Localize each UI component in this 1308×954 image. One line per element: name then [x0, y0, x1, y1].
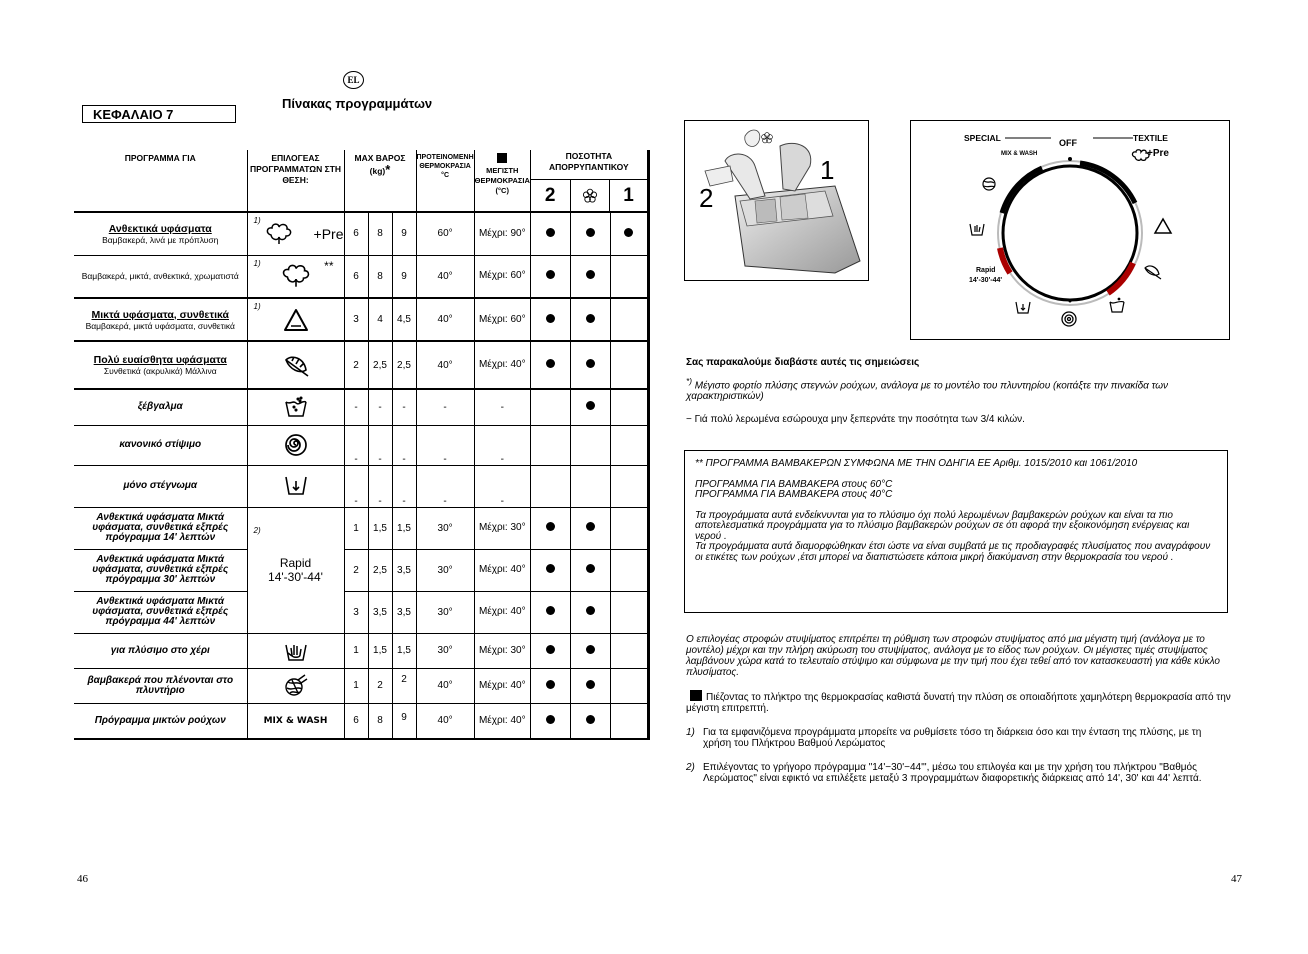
detergent-drawer-illustration — [685, 121, 868, 280]
dot-icon — [586, 606, 595, 615]
dial-mix-wash-label: MIX & WASH — [1001, 151, 1038, 157]
table-row: βαμβακερά που πλένονται στο πλυντήριο 1 2 2 40° Μέχρι: 40° — [74, 668, 648, 703]
chapter-label: ΚΕΦΑΛΑΙΟ 7 — [82, 105, 236, 123]
dial-synthetic-icon — [1155, 219, 1171, 233]
dot-icon — [546, 645, 555, 654]
dot-icon — [586, 314, 595, 323]
dot-icon — [546, 314, 555, 323]
note-max-load: *) Μέγιστο φορτίο πλύσης στεγνών ρούχων, ανάλογα με το μοντέλο του πλυντηρίου (κοιτάξτε την πινακίδα των χαρακτηριστικών) — [686, 376, 1169, 403]
spin-note: Ο επιλογέας στροφών στυψίματος επιτρέπει τη ρύθμιση των στροφών στυψίματος από μια μέγιστη τιμή (ανάλογα με το μοντέλο) μέχρι και την πλήρη ακύρωση του στυψίματος, ανάλογα με το είδος των ρούχων. Οι μέγιστες τιμές στυψίματος λαμβάνουν χώρα κατά το τελευταίο στύψιμο και σύμφωνα με την τιμή που έχει τεθεί από τον κατασκευαστή για κάθε κύκλο πλυσίματος. — [686, 634, 1220, 678]
dial-textile-label: TEXTILE — [1133, 133, 1168, 143]
table-row: κανονικό στίψιμο - - - - - — [74, 425, 648, 465]
synthetic-triangle-icon — [283, 308, 309, 332]
dot-icon — [546, 715, 555, 724]
dot-icon — [546, 680, 555, 689]
dot-icon — [586, 680, 595, 689]
dot-icon — [546, 564, 555, 573]
dial-hand-wash-icon — [970, 224, 984, 235]
dot-icon — [586, 401, 595, 410]
notes-title: Σας παρακαλούμε διαβάστε αυτές τις σημειώσεις — [686, 357, 920, 368]
dot-icon — [546, 270, 555, 279]
table-row: Πρόγραμμα μικτών ρούχων MIX & WASH 6 8 9 40° Μέχρι: 40° — [74, 703, 648, 739]
temp-button-square-icon — [690, 690, 702, 701]
dot-icon — [586, 645, 595, 654]
wool-ball-icon — [283, 673, 309, 699]
table-row: Πολύ ευαίσθητα υφάσματα Συνθετικά (ακρυλικά) Μάλλινα 2 2,5 2,5 40° Μέχρι: 40° — [74, 341, 648, 389]
detergent-drawer-figure — [684, 120, 869, 281]
table-row: Ανθεκτικά υφάσματα Μικτά υφάσματα, συνθετικά εξπρές πρόγραμμα 14' λεπτών 2) Rapid 14'-30'-44' 1 1,5 1,5 30° Μέχρι: 30° — [74, 507, 648, 549]
spin-spiral-icon — [284, 433, 308, 457]
dial-drain-icon — [1016, 302, 1030, 313]
dial-off-label: OFF — [1059, 138, 1077, 148]
dial-rinse-icon — [1110, 298, 1124, 312]
table-row: Ανθεκτικά υφάσματα Μικτά υφάσματα, συνθετικά εξπρές πρόγραμμα 44' λεπτών 3 3,5 3,5 30° Μέχρι: 40° — [74, 591, 648, 633]
hand-wash-icon — [284, 639, 308, 663]
rapid-label: Rapid — [279, 556, 312, 570]
footnote-2: 2) Επιλέγοντας το γρήγορο πρόγραμμα "14'−30'−44'", μέσω του επιλογέα και με την χρήση του πλήκτρου "Βαθμός Λερώματος" είναι εφικτό να επιλέξετε μεταξύ 3 προγραμμάτων διαφορετικής διάρκειας από 14', 30' και 44' λεπτά. — [686, 762, 1202, 784]
dial-wool-icon — [983, 178, 995, 190]
dial-pre-label: +Pre — [1147, 148, 1169, 159]
dot-icon — [586, 564, 595, 573]
table-row: για πλύσιμο στο χέρι 1 1,5 1,5 30° Μέχρι: 30° — [74, 633, 648, 668]
delicate-feather-icon — [282, 352, 310, 378]
softener-flower-icon — [571, 180, 611, 211]
header-selector: ΕΠΙΛΟΓΕΑΣ ΠΡΟΓΡΑΜΜΑΤΩΝ ΣΤΗ ΘΕΣΗ: — [247, 150, 344, 212]
header-program: ΠΡΟΓΡΑΜΜΑ ΓΙΑ — [124, 153, 196, 163]
program-table — [74, 150, 650, 740]
header-max-temp: ΜΕΓΙΣΤΗ ΘΕΡΜΟΚΡΑΣΙΑ (°C) — [474, 150, 530, 212]
cotton-icon — [281, 264, 311, 288]
table-row: Ανθεκτικά υφάσματα Μικτά υφάσματα, συνθετικά εξπρές πρόγραμμα 30' λεπτών 2 2,5 3,5 30° Μέχρι: 40° — [74, 549, 648, 591]
cotton-icon — [265, 223, 293, 245]
table-row: Μικτά υφάσματα, συνθετικά Βαμβακερά, μικτά υφάσματα, συνθετικά 1) 3 4 4,5 40° Μέχρι: 60° — [74, 298, 648, 341]
table-row: ξέβγαλμα - - - - - — [74, 389, 648, 425]
dot-icon — [546, 522, 555, 531]
detergent-compartment-1: 1 — [623, 185, 634, 206]
drawer-label-2: 2 — [699, 183, 714, 213]
header-max-load: MAX ΒΑΡΟΣ (kg)* — [344, 150, 416, 212]
drawer-label-1: 1 — [820, 155, 835, 185]
program-dial-figure — [910, 120, 1230, 340]
header-detergent: ΠΟΣΟΤΗΤΑ ΑΠΟΡΡΥΠΑΝΤΙΚΟΥ 2 1 — [530, 150, 648, 212]
dot-icon — [624, 228, 633, 237]
dot-icon — [586, 522, 595, 531]
header-recommended-temp: ΠΡΟΤΕΙΝΟΜΕΝΗ ΘΕΡΜΟΚΡΑΣΙΑ °C — [416, 150, 474, 212]
pre-wash-label: +Pre — [313, 225, 344, 242]
table-row: Βαμβακερά, μικτά, ανθεκτικά, χρωματιστά 1) ** 6 8 9 40° Μέχρι: 60° — [74, 255, 648, 298]
rapid-selector-cell: 2) Rapid 14'-30'-44' — [247, 507, 344, 633]
dial-rapid-label: Rapid — [976, 267, 996, 274]
page-number-right: 47 — [1231, 873, 1242, 885]
dot-icon — [546, 228, 555, 237]
mix-wash-label: MIX & WASH — [247, 703, 344, 739]
temp-button-square-icon — [497, 153, 507, 163]
rinse-icon — [284, 396, 308, 418]
dial-spin-icon — [1062, 312, 1076, 326]
dot-icon — [546, 606, 555, 615]
energy-info-box: ** ΠΡΟΓΡΑΜΜΑ ΒΑΜΒΑΚΕΡΩΝ ΣΥΜΦΩΝΑ ΜΕ ΤΗΝ ΟΔΗΓΙΑ ΕΕ Αριθμ. 1015/2010 και 1061/2010 ΠΡΟΓΡΑΜΜΑ ΓΙΑ ΒΑΜΒΑΚΕΡΑ στους 60°C ΠΡΟΓΡΑΜΜΑ ΓΙΑ ΒΑΜΒΑΚΕΡΑ στους 40°C Τα προγράμματα αυτά ενδείκνυνται για το πλύσιμο όχι πολύ λερωμένων βαμβακερών ρούχων και είναι τα πιο αποτελεσματικά προγράμματα για το πλύσιμο βαμβακερών ρούχων σε ότι αφορά την εξοικονόμηση ενέργειας και νερού . Τα προγράμματα αυτά διαμορφώθηκαν έτσι ώστε να είναι συμβατά με τις προδιαγραφές πλυσίματος που αναγράφουν οι ετικέτες των ρούχων ,έτσι μπορεί να διαπιστώσετε κάποια μικρή διακύμανση στην θερμοκρασία του νερού . — [684, 450, 1228, 613]
dial-rapid-times: 14'-30'-44' — [969, 277, 1003, 284]
rapid-times: 14'-30'-44' — [268, 570, 323, 584]
dot-icon — [586, 270, 595, 279]
note-underwear: − Γιά πολύ λερωμένα εσώρουχα μην ξεπερνάτε την ποσότητα των 3/4 κιλών. — [686, 414, 1025, 425]
footnote-1: 1) Για τα εμφανιζόμενα προγράμματα μπορείτε να ρυθμίσετε τόσο τη διάρκεια όσο και την ένταση της πλύσης, με τη χρήση του Πλήκτρου Βαθμού Λερώματος — [686, 727, 1202, 749]
temperature-note: Πιέζοντας το πλήκτρο της θερμοκρασίας καθιστά δυνατή την πλύση σε οποιαδήποτε χαμηλότερη θερμοκρασία από την μέγιστη επιτρεπτή. — [686, 692, 1231, 714]
page-number-left: 46 — [77, 873, 88, 885]
program-dial-illustration — [911, 121, 1229, 339]
dot-icon — [586, 715, 595, 724]
dot-icon — [586, 228, 595, 237]
drain-icon — [284, 474, 308, 498]
table-row: Ανθεκτικά υφάσματα Βαμβακερά, λινά με πρόπλυση 1) +Pre 6 8 9 60° Μέχρι: 90° — [74, 212, 648, 255]
language-badge: EL — [343, 71, 364, 89]
dial-delicate-icon — [1145, 266, 1161, 279]
dot-icon — [586, 359, 595, 368]
dial-special-label: SPECIAL — [964, 133, 1001, 143]
dot-icon — [546, 359, 555, 368]
table-row: μόνο στέγνωμα - - - - - — [74, 465, 648, 507]
page-title: Πίνακας προγραμμάτων — [282, 96, 433, 111]
detergent-compartment-2: 2 — [531, 180, 571, 211]
